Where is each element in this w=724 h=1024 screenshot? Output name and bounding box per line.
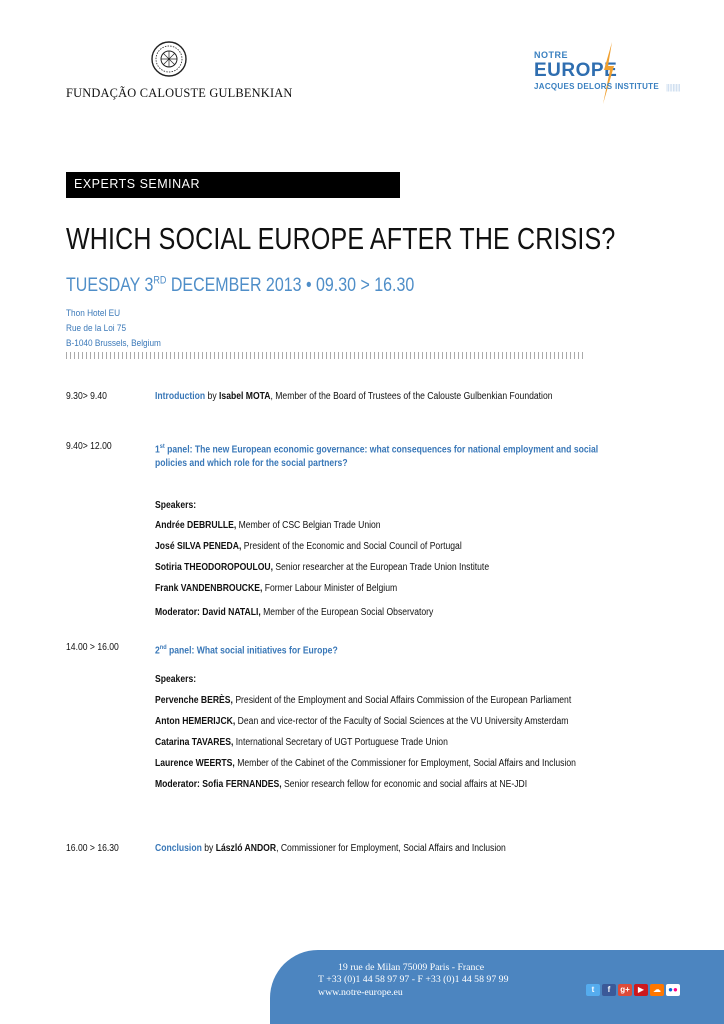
footer-phone: T +33 (0)1 44 58 97 97 - F +33 (0)1 44 58 97 99 xyxy=(318,974,509,986)
social-icons xyxy=(586,984,680,998)
speaker-role: Former Labour Minister of Belgium xyxy=(262,583,398,594)
speaker-name: Andrée DEBRULLE, xyxy=(155,520,237,531)
date-sup: RD xyxy=(153,274,167,287)
speaker-item xyxy=(155,561,489,575)
agenda-time: 9.40> 12.00 xyxy=(66,441,112,452)
page-title: WHICH SOCIAL EUROPE AFTER THE CRISIS? xyxy=(66,222,616,256)
conclusion-by: by xyxy=(201,843,216,854)
gulbenkian-logo xyxy=(66,40,293,104)
speaker-role: International Secretary of UGT Portuguese Trade Union xyxy=(233,737,448,748)
date-rest: DECEMBER 2013 • 09.30 > 16.30 xyxy=(166,274,415,296)
agenda-desc xyxy=(155,641,338,658)
intro-label: Introduction xyxy=(155,391,206,402)
speaker-name: Laurence WEERTS, xyxy=(155,758,235,769)
speaker-role: President of the Economic and Social Council of Portugal xyxy=(241,541,462,552)
agenda-desc xyxy=(155,390,553,404)
speaker-item xyxy=(155,519,381,533)
speaker-role: Member of the Cabinet of the Commissioner for Employment, Social Affairs and Inclusion xyxy=(234,758,576,769)
conclusion-speaker: László ANDOR xyxy=(215,843,277,854)
date-day: TUESDAY 3 xyxy=(66,274,154,296)
speaker-name: Anton HEMERIJCK, xyxy=(155,716,236,727)
speaker-name: José SILVA PENEDA, xyxy=(155,541,242,552)
tick-divider xyxy=(66,352,586,359)
conclusion-role: , Commissioner for Employment, Social Affairs and Inclusion xyxy=(276,843,506,854)
facebook-icon[interactable]: f xyxy=(602,984,616,996)
speaker-item xyxy=(155,736,448,750)
conclusion-label: Conclusion xyxy=(155,843,202,854)
intro-role: , Member of the Board of Trustees of the Calouste Gulbenkian Foundation xyxy=(270,391,553,402)
speaker-role: Dean and vice-rector of the Faculty of Social Sciences at the VU University Amsterdam xyxy=(235,716,569,727)
venue-line-1: Thon Hotel EU xyxy=(66,308,121,319)
footer xyxy=(270,950,724,1024)
panel2-line1: panel: What social initiatives for Europe? xyxy=(166,645,338,657)
intro-by: by xyxy=(205,391,220,402)
moderator-item xyxy=(155,606,433,620)
youtube-icon[interactable]: ▶ xyxy=(634,984,648,996)
venue-line-3: B-1040 Brussels, Belgium xyxy=(66,338,161,350)
speaker-name: Frank VANDENBROUCKE, xyxy=(155,583,263,594)
venue-address xyxy=(66,306,161,352)
speaker-item xyxy=(155,582,397,596)
speakers-heading: Speakers: xyxy=(155,500,197,511)
gulbenkian-name: FUNDAÇÃO CALOUSTE GULBENKIAN xyxy=(66,86,293,100)
speaker-role: Senior researcher at the European Trade Union Institute xyxy=(273,562,490,573)
decorative-bars: ||||||||| xyxy=(666,83,681,92)
speaker-item xyxy=(155,757,576,771)
intro-speaker: Isabel MOTA xyxy=(219,391,271,402)
panel1-sup: st xyxy=(159,443,165,450)
venue-line-2: Rue de la Loi 75 xyxy=(66,323,127,335)
notre-europe-sub: JACQUES DELORS INSTITUTE xyxy=(534,82,659,91)
moderator-name: Moderator: Sofia FERNANDES, xyxy=(155,779,282,790)
speaker-name: Sotiria THEODOROPOULOU, xyxy=(155,562,274,573)
flickr-icon[interactable]: ●● xyxy=(666,984,680,996)
moderator-role: Senior research fellow for economic and social affairs at NE-JDI xyxy=(281,779,528,790)
lightning-bolt-icon xyxy=(600,42,618,104)
agenda-time: 16.00 > 16.30 xyxy=(66,843,119,854)
agenda-time: 14.00 > 16.00 xyxy=(66,642,119,653)
twitter-icon[interactable]: t xyxy=(586,984,600,996)
moderator-name: Moderator: David NATALI, xyxy=(155,607,261,618)
experts-seminar-banner: EXPERTS SEMINAR xyxy=(66,172,400,198)
notre-europe-main: EUROPE xyxy=(534,60,618,81)
soundcloud-icon[interactable]: ☁ xyxy=(650,984,664,996)
notre-europe-logo xyxy=(524,44,694,108)
notre-europe-top: NOTRE xyxy=(534,50,568,60)
speaker-name: Pervenche BERÈS, xyxy=(155,695,233,706)
speaker-role: President of the Employment and Social Affairs Commission of the European Parliament xyxy=(232,695,572,706)
footer-address: 19 rue de Milan 75009 Paris - France xyxy=(338,962,485,973)
footer-web[interactable]: www.notre-europe.eu xyxy=(318,986,403,998)
agenda-desc xyxy=(155,842,506,856)
panel2-sup: nd xyxy=(159,644,167,651)
panel1-num: 1 xyxy=(155,444,160,456)
moderator-role: Member of the European Social Observatory xyxy=(260,607,434,618)
footer-contact xyxy=(318,962,508,999)
agenda-time: 9.30> 9.40 xyxy=(66,391,107,402)
google-plus-icon[interactable]: g+ xyxy=(618,984,632,996)
gulbenkian-emblem-icon xyxy=(150,40,188,78)
speakers-heading: Speakers: xyxy=(155,674,197,685)
moderator-item xyxy=(155,778,527,792)
speaker-item xyxy=(155,694,571,708)
speaker-item xyxy=(155,540,462,554)
event-date xyxy=(66,274,414,297)
speaker-name: Catarina TAVARES, xyxy=(155,737,234,748)
speaker-item xyxy=(155,715,568,729)
panel2-num: 2 xyxy=(155,645,160,657)
speaker-role: Member of CSC Belgian Trade Union xyxy=(236,520,381,531)
panel1-line2: policies and which role for the social partners? xyxy=(155,458,348,470)
panel1-line1: panel: The new European economic governance: what consequences for national employment and social xyxy=(164,444,599,456)
agenda-desc xyxy=(155,440,598,471)
